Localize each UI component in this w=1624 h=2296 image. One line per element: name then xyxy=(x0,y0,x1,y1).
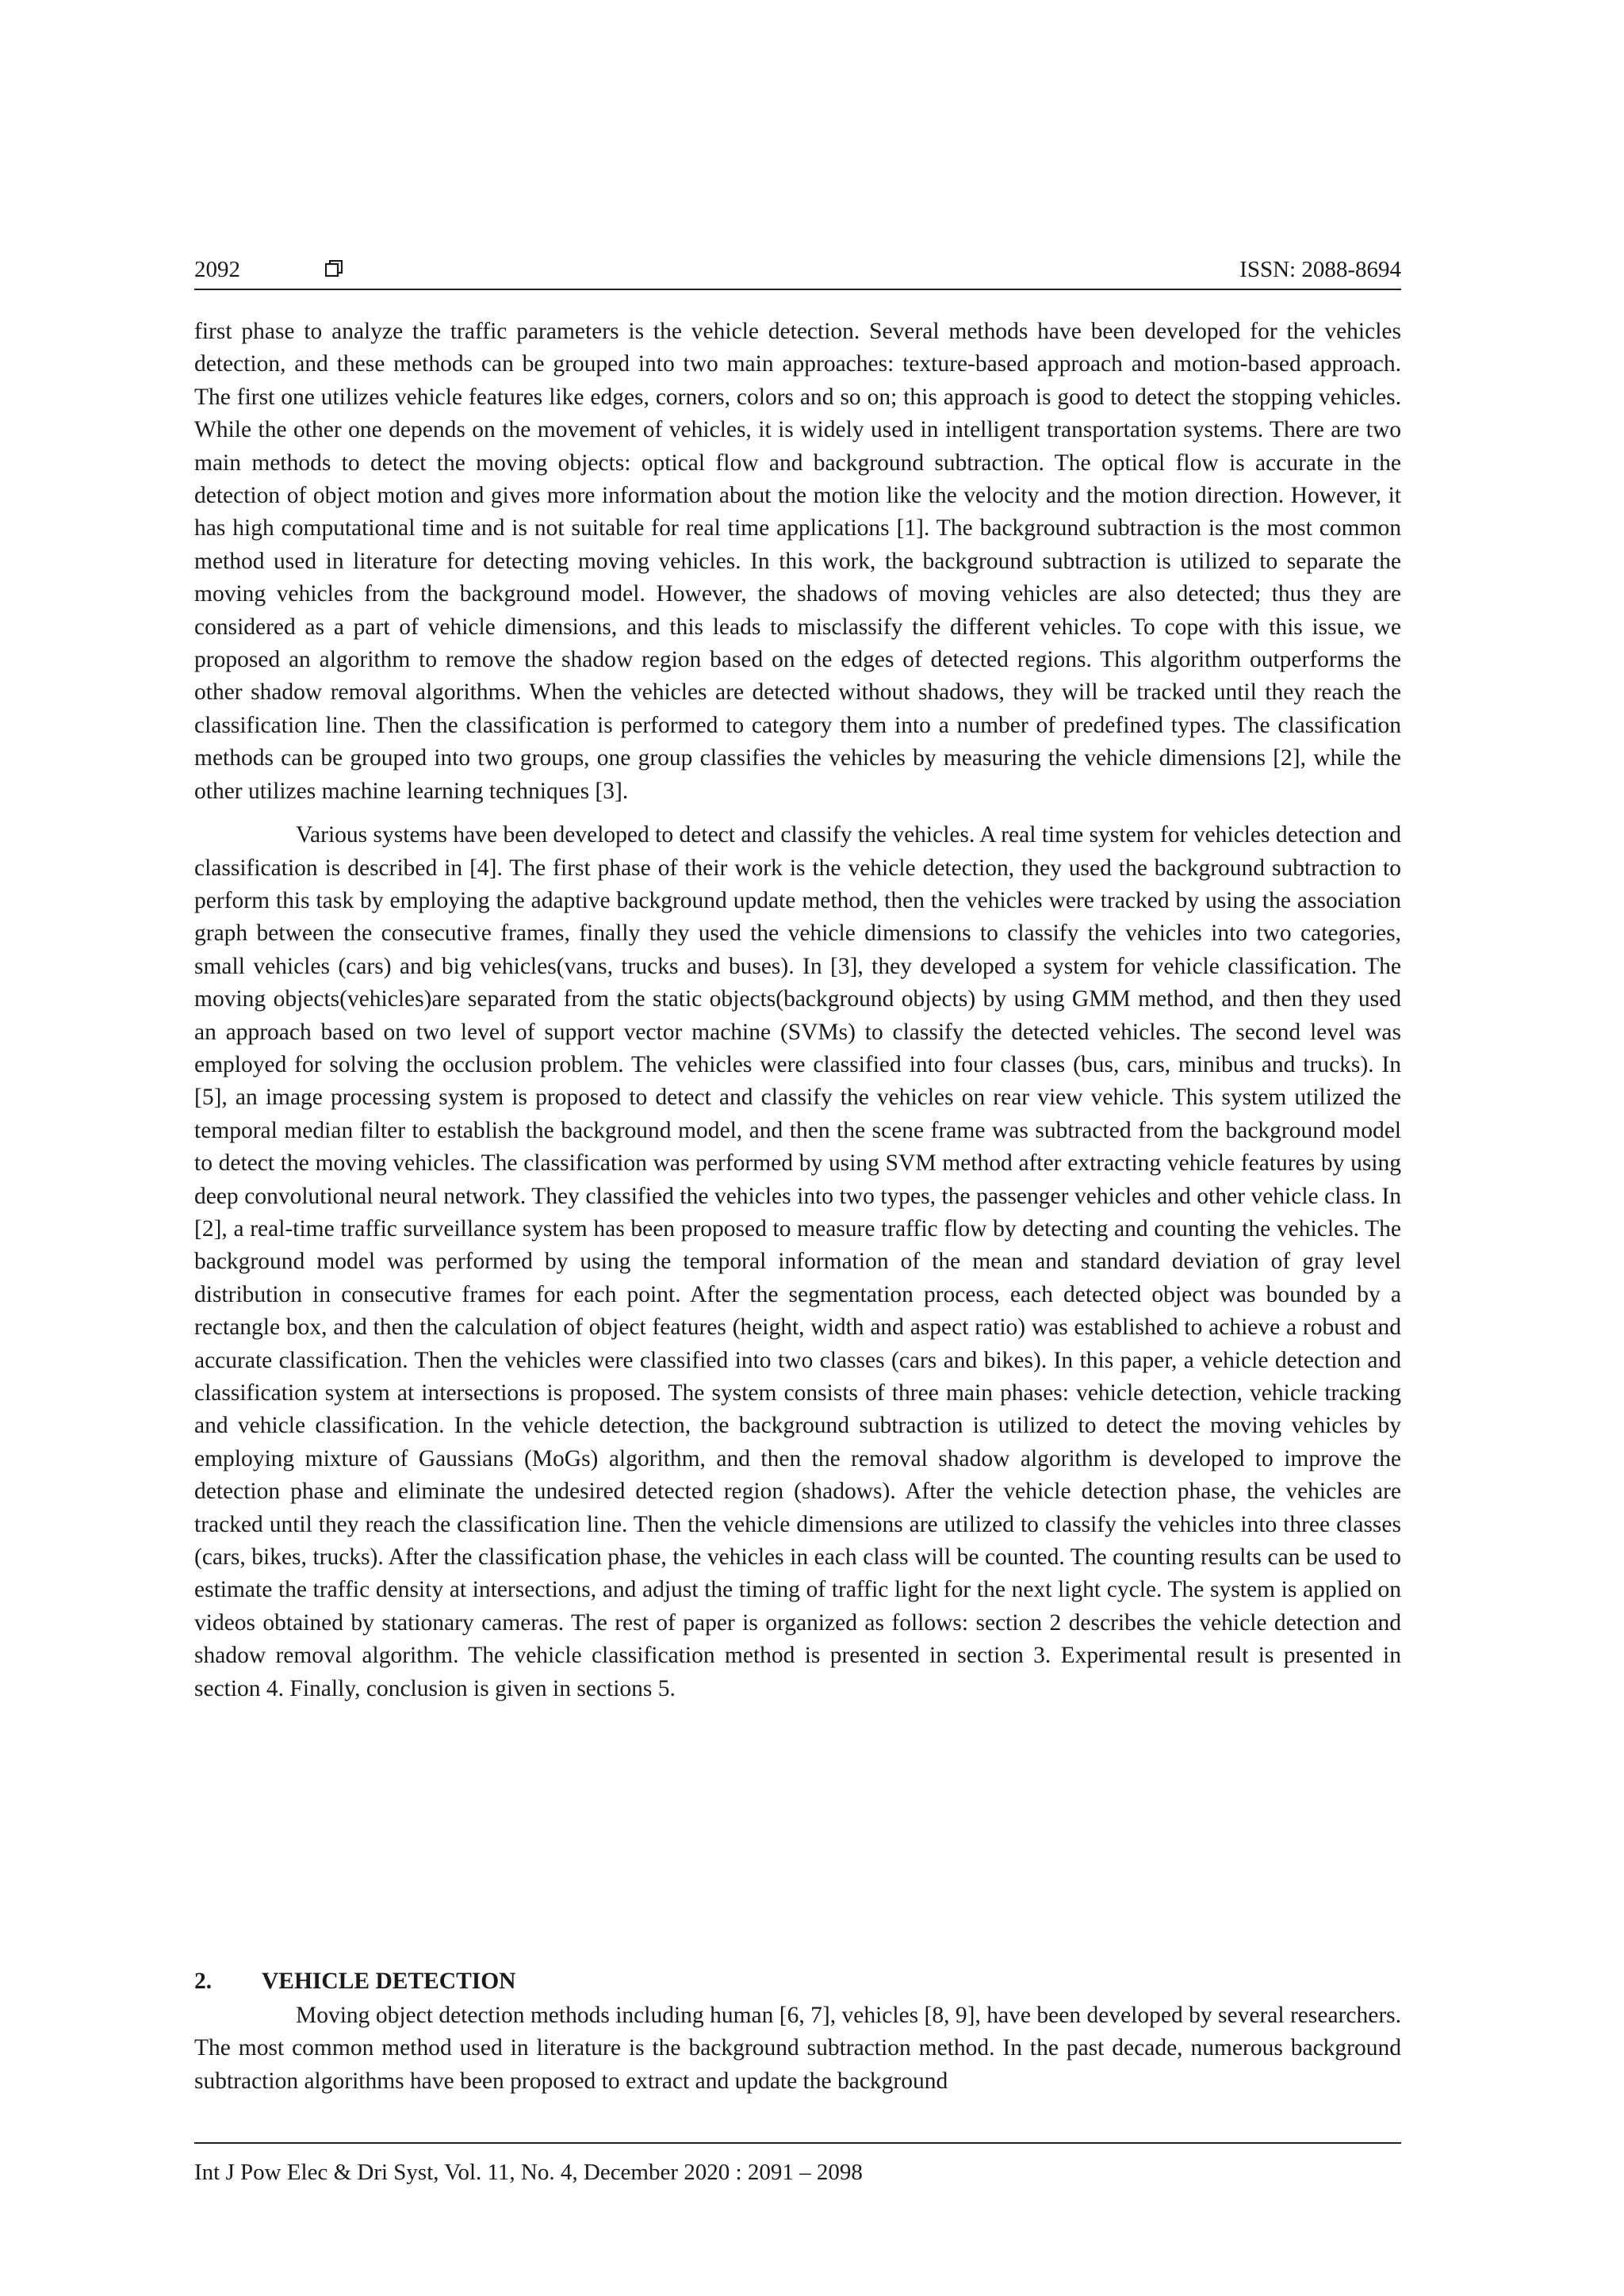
section-number: 2. xyxy=(194,1969,213,1994)
section-title: VEHICLE DETECTION xyxy=(262,1969,516,1994)
body-text xyxy=(194,316,1401,1705)
page-number: 2092 xyxy=(194,257,240,282)
footer-citation: Int J Pow Elec & Dri Syst, Vol. 11, No. 4, December 2020 : 2091 – 2098 xyxy=(194,2160,863,2185)
paragraph-1: first phase to analyze the traffic parameters is the vehicle detection. Several methods have been developed for the vehicles detection, and these methods can be grouped into two main approaches: texture-based approach and motion-based approach. The first one utilizes vehicle features like edges, corners, colors and so on; this approach is good to detect the stopping vehicles. While the other one depends on the movement of vehicles, it is widely used in intelligent transportation systems. There are two main methods to detect the moving objects: optical flow and background subtraction. The optical flow is accurate in the detection of object motion and gives more information about the motion like the velocity and the motion direction. However, it has high computational time and is not suitable for real time applications [1]. The background subtraction is the most common method used in literature for detecting moving vehicles. In this work, the background subtraction is utilized to separate the moving vehicles from the background model. However, the shadows of moving vehicles are also detected; thus they are considered as a part of vehicle dimensions, and this leads to misclassify the different vehicles. To cope with this issue, we proposed an algorithm to remove the shadow region based on the edges of detected regions. This algorithm outperforms the other shadow removal algorithms. When the vehicles are detected without shadows, they will be tracked until they reach the classification line. Then the classification is performed to category them into a number of predefined types. The classification methods can be grouped into two groups, one group classifies the vehicles by measuring the vehicle dimensions [2], while the other utilizes machine learning techniques [3]. xyxy=(194,319,1401,804)
page-header xyxy=(194,251,1401,289)
footer-rule xyxy=(194,2142,1401,2144)
paragraph-2: Various systems have been developed to detect and classify the vehicles. A real time system for vehicles detection and classification is described in [4]. The first phase of their work is the vehicle detection, they used the background subtraction to perform this task by employing the adaptive background update method, then the vehicles were tracked by using the association graph between the consecutive frames, finally they used the vehicle dimensions to classify the vehicles into two categories, small vehicles (cars) and big vehicles(vans, trucks and buses). In [3], they developed a system for vehicle classification. The moving objects(vehicles)are separated from the static objects(background objects) by using GMM method, and then they used an approach based on two level of support vector machine (SVMs) to classify the detected vehicles. The second level was employed for solving the occlusion problem. The vehicles were classified into four classes (bus, cars, minibus and trucks). In [5], an image processing system is proposed to detect and classify the vehicles on rear view vehicle. This system utilized the temporal median filter to establish the background model, and then the scene frame was subtracted from the background model to detect the moving vehicles. The classification was performed by using SVM method after extracting vehicle features by using deep convolutional neural network. They classified the vehicles into two types, the passenger vehicles and other vehicle class. In [2], a real-time traffic surveillance system has been proposed to measure traffic flow by detecting and counting the vehicles. The background model was performed by using the temporal information of the mean and standard deviation of gray level distribution in consecutive frames for each point. After the segmentation process, each detected object was bounded by a rectangle box, and then the calculation of object features (height, width and aspect ratio) was established to achieve a robust and accurate classification. Then the vehicles were classified into two classes (cars and bikes). In this paper, a vehicle detection and classification system at intersections is proposed. The system consists of three main phases: vehicle detection, vehicle tracking and vehicle classification. In the vehicle detection, the background subtraction is utilized to detect the moving vehicles by employing mixture of Gaussians (MoGs) algorithm, and then the removal shadow algorithm is developed to improve the detection phase and eliminate the undesired detected region (shadows). After the vehicle detection phase, the vehicles are tracked until they reach the classification line. Then the vehicle dimensions are utilized to classify the vehicles into three classes (cars, bikes, trucks). After the classification phase, the vehicles in each class will be counted. The counting results can be used to estimate the traffic density at intersections, and adjust the timing of traffic light for the next light cycle. The system is applied on videos obtained by stationary cameras. The rest of paper is organized as follows: section 2 describes the vehicle detection and shadow removal algorithm. The vehicle classification method is presented in section 3. Experimental result is presented in section 4. Finally, conclusion is given in sections 5. xyxy=(194,822,1401,1701)
box-icon xyxy=(325,260,343,277)
section-heading xyxy=(194,1965,1401,1998)
section-paragraph: Moving object detection methods including human [6, 7], vehicles [8, 9], have been developed by several researchers. The most common method used in literature is the background subtraction method. In the past decade, numerous background subtraction algorithms have been proposed to extract and update the background xyxy=(194,2003,1401,2094)
header-rule xyxy=(194,289,1401,290)
page-footer xyxy=(194,2155,1401,2190)
issn: ISSN: 2088-8694 xyxy=(1239,257,1401,282)
section-body xyxy=(194,1999,1401,2098)
